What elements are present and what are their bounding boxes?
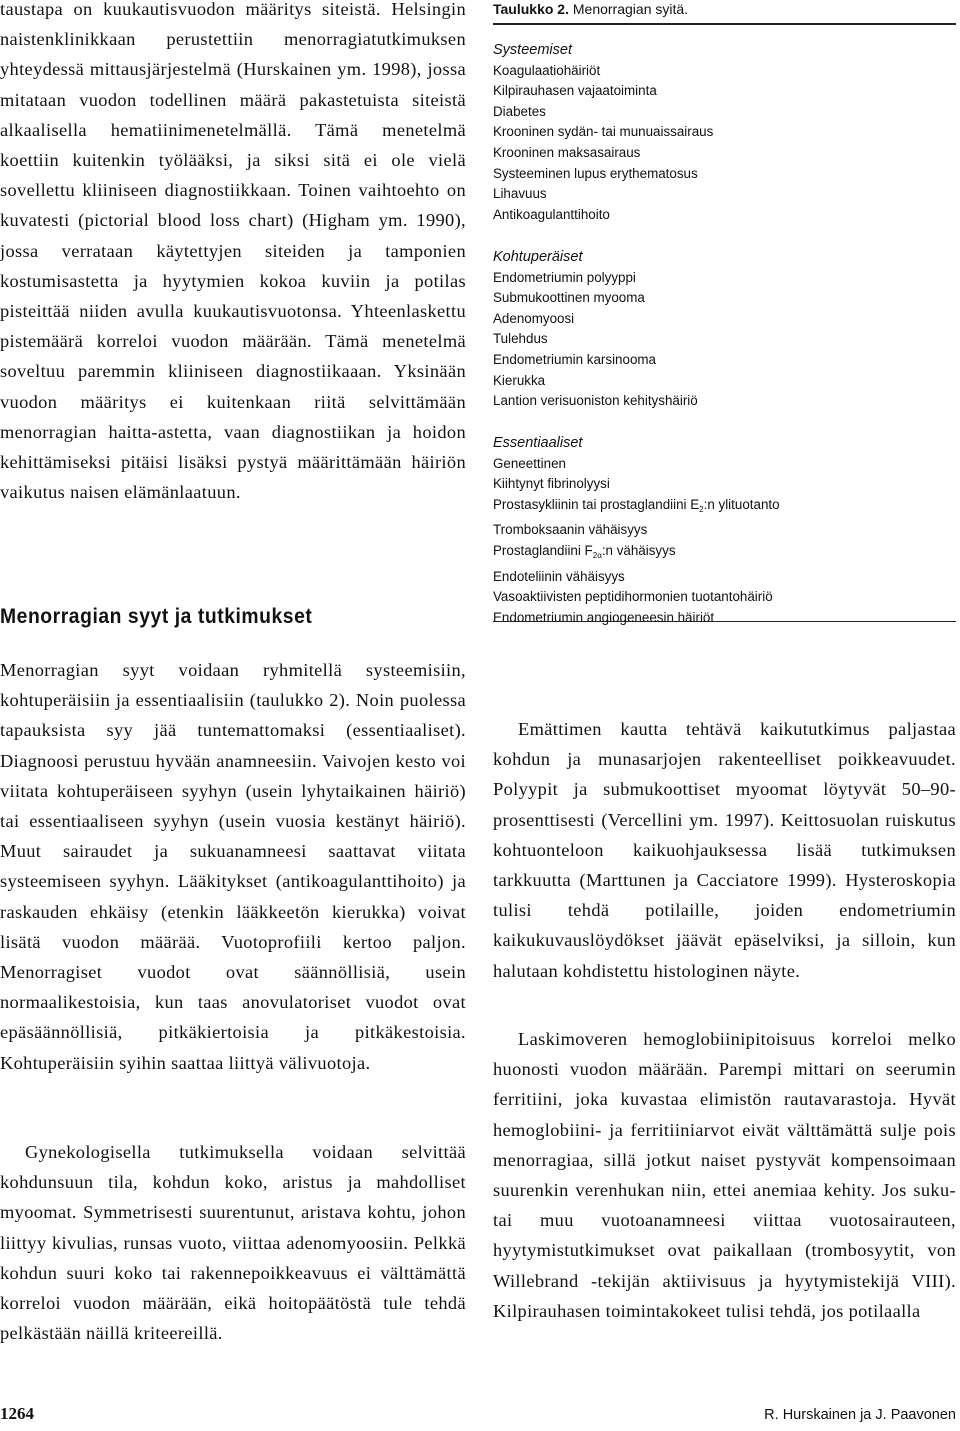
table-item: Tromboksaanin vähäisyys: [493, 522, 648, 538]
table-group-uterine: [493, 247, 956, 412]
table-item: Kiihtynyt fibrinolyysi: [493, 476, 610, 492]
body-paragraph: Laskimoveren hemoglobiinipitoisuus korreloi melko huonosti vuodon määrään. Parempi mittari on seerumin ferritiini, joka kuvastaa elimistön rautavarastoja. Hyvät hemoglobiini- ja ferritiiniarvot eivät välttämättä sulje pois menorragiaa, sillä jotkut naiset pystyvät kompensoimaan suurenkin verenhukan niin, ettei anemiaa kehity. Jos suku- tai muu vuotoanamneesi viittaa vuotosairauteen, hyytymistutkimukset ovat paikallaan (trombosyytit, von Willebrand -tekijän aktiivisuus ja hyytymistekijä VIII). Kilpirauhasen toimintakokeet tulisi tehdä, jos potilaalla: [493, 1029, 956, 1321]
table-item: Geneettinen: [493, 455, 566, 471]
page-number: 1264: [0, 1404, 34, 1423]
table-item: Tulehdus: [493, 331, 548, 347]
table-item-text: :n ylituotanto: [703, 496, 780, 512]
body-paragraph: Gynekologisella tutkimuksella voidaan selvittää kohdunsuun tila, kohdun koko, aristus ja mahdolliset myoomat. Symmetrisesti suurentunut, aristava kohtu, johon liittyy kivulias, runsas vuoto, viittaa adenomyoosiin. Pelkkä kohdun suuri koko tai rakennepoikkeavuus ei välttämättä korreloi vuodon määrään, eikä hoitopäätöstä tule tehdä pelkästään näillä kriteereillä.: [0, 1142, 466, 1344]
table-group-systemic: [493, 40, 956, 225]
table-item-text: :n vähäisyys: [601, 542, 676, 558]
table-item: Koagulaatiohäiriöt: [493, 62, 601, 78]
table-item: [493, 495, 956, 521]
section-heading: Menorragian syyt ja tutkimukset: [0, 605, 313, 628]
table-group-heading: Essentiaaliset: [493, 435, 583, 451]
table-caption-text: Menorragian syitä.: [572, 1, 689, 17]
table-item-text: Prostasykliinin tai prostaglandiini E: [493, 496, 700, 512]
subscript: 2: [699, 504, 704, 514]
table-item: Endometriumin karsinooma: [493, 351, 656, 367]
table-item: Kierukka: [493, 372, 546, 388]
table-group-essential: [493, 433, 956, 628]
table-item: [493, 541, 956, 567]
running-footer-authors: R. Hurskainen ja J. Paavonen: [764, 1407, 956, 1423]
table-item: Endoteliinin vähäisyys: [493, 568, 625, 584]
table-top-rule: [493, 23, 956, 25]
subscript: 2α: [592, 550, 602, 560]
table-item: Kilpirauhasen vajaatoiminta: [493, 83, 657, 99]
table-group-heading: Kohtuperäiset: [493, 249, 583, 265]
table-item: Antikoagulanttihoito: [493, 206, 610, 222]
table-item-text: Prostaglandiini F: [493, 542, 593, 558]
body-paragraph: taustapa on kuukautisvuodon määritys siteistä. Helsingin naistenklinikkaan perustettiin menorragiatutkimuksen yhteydessä mittausjärjestelmä (Hurskainen ym. 1998), jossa mitataan vuodon todellinen määrä pakastetuista siteistä alkaalisella hematiinimenetelmällä. Tämä menetelmä koettiin kuitenkin työlääksi, ja siksi sitä ei ole vielä sovellettu kliiniseen diagnostiikkaan. Toinen vaihtoehto on kuvatesti (pictorial blood loss chart) (Higham ym. 1990), jossa verrataan käytettyjen siteiden ja tamponien kostumisastetta ja hyytymien kokoa kuviin ja potilas pisteittää niiden avulla kuukautisvuotonsa. Yhteenlaskettu pistemäärä korreloi vuodon määrään. Tämä menetelmä soveltuu paremmin kliiniseen diagnostiikaaan. Yksinään vuodon määritys ei kuitenkaan riitä selvittämään menorragian haitta-astetta, vaan diagnostiikan ja hoidon kehittämiseksi pitäisi lisäksi pystyä määrittämään häiriön vaikutus naisen elämänlaatuun.: [0, 0, 466, 503]
table-item: Endometriumin polyyppi: [493, 269, 636, 285]
table-label: Taulukko 2.: [493, 1, 569, 17]
table-group-heading: Systeemiset: [493, 42, 572, 58]
table-item: Lantion verisuoniston kehityshäiriö: [493, 393, 698, 409]
body-paragraph: Emättimen kautta tehtävä kaikututkimus paljastaa kohdun ja munasarjojen rakenteelliset poikkeavuudet. Polyypit ja submukoottiset myoomat löytyvät 50–90-prosenttisesti (Vercellini ym. 1997). Keittosuolan ruiskutus kohtuonteloon kaikuohjauksessa lisää tutkimuksen tarkkuutta (Marttunen ja Cacciatore 1999). Hysteroskopia tulisi tehdä potilaille, joiden endometriumin kaikukuvauslöydökset jäävät epäselviksi, ja silloin, kun halutaan kohdistettu histologinen näyte.: [493, 719, 956, 981]
table-bottom-rule: [493, 621, 956, 622]
table-caption: [493, 0, 688, 18]
table-item: Submukoottinen myooma: [493, 290, 645, 306]
body-paragraph: Menorragian syyt voidaan ryhmitellä systeemisiin, kohtuperäisiin ja essentiaalisiin (taulukko 2). Noin puolessa tapauksista syy jää tuntemattomaksi (essentiaaliset). Diagnoosi perustuu hyvään anamneesiin. Vaivojen kesto voi viitata kohtuperäiseen syyhyn (usein lyhytaikainen häiriö) tai essentiaaliseen syyhyn (usein vuosia kestänyt häiriö). Muut sairaudet ja sukuanamneesi saattavat viitata systeemiseen syyhyn. Lääkitykset (antikoagulanttihoito) ja raskauden ehkäisy (etenkin lääkkeetön kierukka) voivat lisätä vuodon määrää. Vuotoprofiili kertoo paljon. Menorragiset vuodot ovat säännöllisiä, usein normaalikestoisia, kun taas anovulatoriset vuodot ovat epäsäännöllisiä, pitkäkiertoisia ja pitkäkestoisia. Kohtuperäisiin syihin saattaa liittyä välivuotoja.: [0, 660, 466, 1073]
table-item: Diabetes: [493, 103, 546, 119]
table-item: Krooninen maksasairaus: [493, 144, 641, 160]
table-item: Krooninen sydän- tai munuaissairaus: [493, 124, 714, 140]
table-item: Endometriumin angiogeneesin häiriöt: [493, 609, 715, 625]
table-item: Vasoaktiivisten peptidihormonien tuotantohäiriö: [493, 589, 773, 605]
table-item: Adenomyoosi: [493, 310, 575, 326]
table-item: Systeeminen lupus erythematosus: [493, 165, 698, 181]
table-item: Lihavuus: [493, 186, 547, 202]
